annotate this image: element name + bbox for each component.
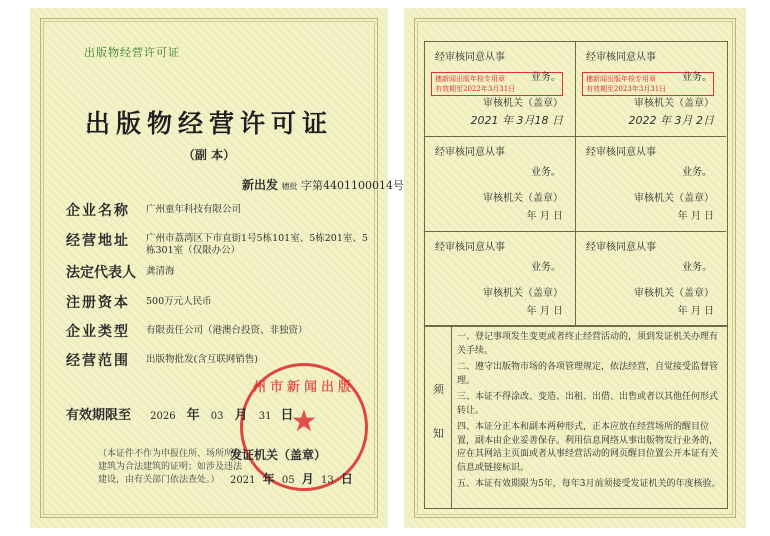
notice-side-label — [425, 325, 452, 508]
stamp-line: 穗新闻出版年检专用章 — [586, 75, 656, 83]
license-copy-page — [30, 8, 405, 528]
field-label-company: 企业名称 — [66, 203, 130, 219]
permit-number — [242, 176, 404, 193]
issue-day: 13 — [320, 475, 334, 486]
stamp-line: 穗新闻出版年检专用章 — [435, 75, 505, 83]
review-cell-org: 审核机关（盖章） — [634, 288, 714, 299]
validity-month-unit: 月 — [234, 408, 248, 423]
validity-row — [66, 404, 294, 423]
validity-year: 2026 — [150, 411, 176, 422]
issue-day-unit: 日 — [340, 472, 353, 486]
review-cell — [425, 42, 576, 137]
license-subtitle: （副 本） — [182, 148, 236, 162]
notice-item: 四、本证分正本和副本两种形式，正本应放在经营场所的醒目位置，副本由企业妥善保存。利用信息网络从事出版物发行业务的，应在其网站主页面或者从事经营活动的网页醒目位置公开本证有关信息或链接标识。 — [457, 422, 719, 473]
validity-day-unit: 日 — [280, 408, 294, 423]
review-cell — [425, 137, 576, 232]
notice-item: 五、本证有效期限为5年，每年3月前须接受发证机关的年度核验。 — [457, 479, 721, 489]
field-label-address: 经营地址 — [66, 233, 130, 249]
notice-item: 二、遵守出版物市场的各项管理规定，依法经营，自觉接受监督管理。 — [457, 362, 719, 386]
review-cell-org: 审核机关（盖章） — [483, 288, 563, 299]
field-value-scope: 出版物批发(含互联网销售) — [146, 354, 258, 365]
notice-item: 三、本证不得涂改、变造、出租、出借、出售或者以其他任何形式转让。 — [457, 392, 719, 416]
issue-date — [230, 470, 353, 487]
notice-list — [457, 331, 721, 495]
validity-year-unit: 年 — [186, 408, 200, 423]
license-header: 出版物经营许可证 — [84, 46, 180, 59]
notice-item: 一、登记事项发生变更或者终止经营活动的，须到发证机关办理有关手续。 — [457, 332, 719, 356]
notice-box — [424, 325, 728, 509]
review-cell-business: 业务。 — [531, 167, 561, 178]
review-cell-date: 年 月 日 — [677, 306, 714, 317]
issue-month-unit: 月 — [301, 472, 314, 486]
review-cell — [576, 137, 726, 232]
review-cell-title: 经审核同意从事 — [435, 147, 505, 158]
review-cell-date: 年 月 日 — [526, 306, 563, 317]
issuer-label: 发证机关（盖章） — [230, 448, 327, 462]
review-cell-business: 业务。 — [531, 262, 561, 273]
annual-review-page — [404, 8, 746, 528]
field-value-type: 有限责任公司（港澳台投资、非独资） — [146, 325, 308, 336]
issue-year-unit: 年 — [262, 472, 275, 486]
review-grid — [424, 41, 728, 327]
review-cell — [425, 232, 576, 326]
review-cell-title: 经审核同意从事 — [586, 147, 656, 158]
review-cell-title: 经审核同意从事 — [586, 52, 656, 63]
seal-star-icon: ★ — [290, 404, 318, 439]
review-cell-date: 2022 年 3月 2日 — [628, 114, 714, 127]
field-value-legal-rep: 龚清海 — [146, 266, 175, 277]
review-cell-business: 业务。 — [531, 72, 561, 83]
permit-suffix: 字第4401100014号 — [301, 179, 405, 192]
stamp-line: 有效期至2022年3月31日 — [435, 85, 516, 93]
field-label-type: 企业类型 — [66, 324, 130, 340]
review-cell-date: 年 月 日 — [677, 211, 714, 222]
permit-mid: 穗批 — [281, 182, 298, 191]
review-cell-title: 经审核同意从事 — [586, 242, 656, 253]
review-cell-business: 业务。 — [682, 262, 712, 273]
validity-label: 有效期限至 — [66, 408, 132, 423]
review-cell-date: 年 月 日 — [526, 211, 563, 222]
legal-note: （本证件不作为申报住所、场所所在建筑为合法建筑的证明；如涉及违法建设，由有关部门依法查处。） — [98, 449, 243, 485]
permit-prefix: 新出发 — [242, 178, 279, 192]
issue-year: 2021 — [230, 475, 256, 486]
license-title: 出版物经营许可证 — [84, 109, 333, 138]
review-cell-org: 审核机关（盖章） — [483, 98, 563, 109]
seal-text: 州市新闻出版 — [252, 380, 355, 395]
issue-month: 05 — [281, 475, 295, 486]
review-cell-date: 2021 年 3月18 日 — [470, 114, 563, 127]
notice-label-char: 须 — [433, 383, 444, 396]
field-label-legal-rep: 法定代表人 — [66, 265, 136, 281]
review-cell-business: 业务。 — [682, 167, 712, 178]
review-cell-org: 审核机关（盖章） — [634, 98, 714, 109]
field-value-capital: 500万元人民币 — [146, 296, 212, 307]
notice-label-char: 知 — [433, 427, 444, 440]
review-cell-business: 业务。 — [682, 72, 712, 83]
review-cell — [576, 42, 726, 137]
field-label-scope: 经营范围 — [66, 353, 130, 369]
review-cell — [576, 232, 726, 326]
review-cell-org: 审核机关（盖章） — [634, 193, 714, 204]
review-cell-title: 经审核同意从事 — [435, 242, 505, 253]
validity-day: 31 — [258, 411, 272, 422]
stamp-line: 有效期至2023年3月31日 — [586, 85, 667, 93]
field-value-address: 广州市荔湾区下市直街1号5栋101室、5栋201室、5栋301室（仅限办公） — [146, 233, 368, 256]
review-cell-org: 审核机关（盖章） — [483, 193, 563, 204]
field-value-company: 广州童年科技有限公司 — [146, 204, 242, 215]
field-label-capital: 注册资本 — [66, 295, 130, 311]
review-cell-title: 经审核同意从事 — [435, 52, 505, 63]
validity-month: 03 — [210, 411, 224, 422]
